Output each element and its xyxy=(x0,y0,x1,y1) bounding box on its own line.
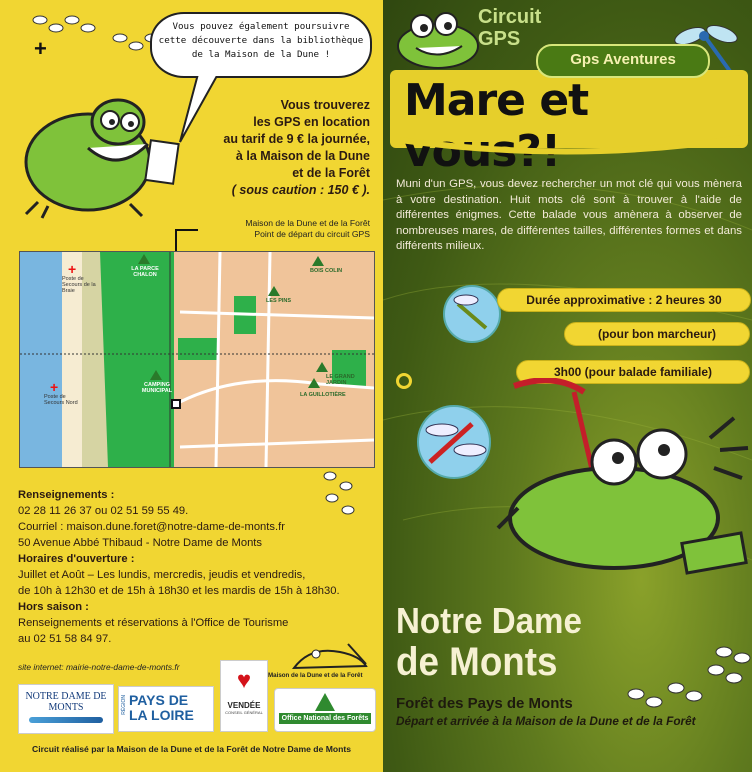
start-end-info: Départ et arrivée à la Maison de la Dune et de la Forêt xyxy=(396,714,696,728)
logo-pays-de-la-loire xyxy=(118,686,214,732)
gps-aventures-badge: Gps Aventures xyxy=(536,44,710,78)
svg-text:+: + xyxy=(68,261,77,277)
gps-word: GPS xyxy=(478,28,521,50)
logo-ndm xyxy=(18,684,114,734)
header-frog-icon xyxy=(394,6,484,70)
map-caption-2: Point de départ du circuit GPS xyxy=(254,229,370,239)
circuit-gps-title xyxy=(478,6,541,50)
map-label-bois: BOIS COLIN xyxy=(310,268,343,274)
logo-pays-text: PAYS DE LA LOIRE xyxy=(129,692,194,723)
ring-marker-icon xyxy=(396,373,412,389)
gps-line-2: les GPS en location xyxy=(253,115,370,129)
hors-saison-heading: Hors saison : xyxy=(18,601,89,613)
horaires-heading: Horaires d'ouverture : xyxy=(18,553,135,565)
logo-vendee-text: VENDÉE xyxy=(227,701,261,710)
contact-info xyxy=(18,487,378,647)
dragonfly-bubble-icon-2 xyxy=(410,404,498,480)
gps-line-3: au tarif de 9 € la journée, xyxy=(223,132,370,146)
map-label-guillotiere: LA GUILLOTIÈRE xyxy=(300,392,346,398)
bubble-line-3: de la Maison de la Dune ! xyxy=(191,49,331,60)
map-label-parce: LA PARCE CHALON xyxy=(131,266,159,278)
map-label-pins: LES PINS xyxy=(266,298,292,304)
gps-line-5: et de la Forêt xyxy=(292,166,370,180)
logo-onf xyxy=(274,688,376,732)
footprints-bottom xyxy=(624,640,752,712)
onf-tree-icon xyxy=(315,693,335,711)
forest-name: Forêt des Pays de Monts xyxy=(396,695,573,712)
map-caption-1: Maison de la Dune et de la Forêt xyxy=(245,218,370,228)
good-walker-pill: (pour bon marcheur) xyxy=(564,322,750,346)
logo-vendee-sub: CONSEIL GÉNÉRAL xyxy=(225,710,263,715)
town-name-line-1: Notre Dame xyxy=(396,600,582,641)
map-label-nord: Poste de Secours Nord xyxy=(44,394,78,406)
gps-rental-info xyxy=(180,97,370,199)
mdd-frog-logo xyxy=(290,640,370,672)
map-label-braie: Poste de Secours de la Braie xyxy=(62,276,96,294)
map-caption xyxy=(190,218,370,240)
main-title: Mare et vous?! xyxy=(404,75,589,177)
gps-line-1: Vous trouverez xyxy=(280,98,370,112)
gps-line-6: ( sous caution : 150 € ). xyxy=(231,183,370,197)
map-label-camping: CAMPING MUNICIPAL xyxy=(141,382,173,394)
hors-saison-line-1: Renseignements et réservations à l'Office de Tourisme xyxy=(18,617,289,629)
svg-text:+: + xyxy=(50,379,59,395)
map-label-jardin: LE GRAND JARDIN xyxy=(326,374,355,386)
bubble-line-2: cette découverte dans la bibliothèque xyxy=(158,35,364,46)
logo-onf-text: Office National des Forêts xyxy=(279,713,371,724)
circuit-word: Circuit xyxy=(478,6,542,28)
family-walk-pill: 3h00 (pour balade familiale) xyxy=(516,360,750,384)
logo-ndm-wave xyxy=(29,717,103,723)
logo-ndm-text: NOTRE DAME DE MONTS xyxy=(25,691,107,713)
phone-numbers: 02 28 11 26 37 ou 02 51 59 55 49. xyxy=(18,505,189,517)
bubble-line-1: Vous pouvez également poursuivre xyxy=(172,21,350,32)
duration-pill: Durée approximative : 2 heures 30 xyxy=(497,288,751,312)
town-name-line-2: de Monts xyxy=(396,640,558,684)
mdd-logo-text: Maison de la Dune et de la Forêt xyxy=(268,672,363,679)
gps-line-4: à la Maison de la Dune xyxy=(235,149,370,163)
horaires-line-1: Juillet et Août – Les lundis, mercredis, jeudis et vendredis, xyxy=(18,569,306,581)
hors-saison-line-2: au 02 51 58 84 97. xyxy=(18,633,112,645)
vendee-heart-icon: ♥ xyxy=(236,667,252,694)
dragonfly-bubble-icon xyxy=(442,284,502,344)
email-address[interactable]: Courriel : maison.dune.foret@notre-dame-de-monts.fr xyxy=(18,521,285,533)
big-frog-illustration xyxy=(494,378,752,578)
speech-bubble xyxy=(150,12,372,78)
location-map xyxy=(19,251,375,468)
credit-line: Circuit réalisé par la Maison de la Dune et de la Forêt de Notre Dame de Monts xyxy=(31,744,351,754)
postal-address: 50 Avenue Abbé Thibaud - Notre Dame de Monts xyxy=(18,537,263,549)
logo-region-text: RÉGION xyxy=(121,695,127,715)
renseignements-heading: Renseignements : xyxy=(18,489,115,501)
website-link[interactable]: site internet: mairie-notre-dame-de-monts.fr xyxy=(18,662,180,672)
intro-paragraph: Muni d'un GPS, vous devez rechercher un mot clé qui vous mènera à votre destination. Huit mots clé sont à trouver à l'aide de différentes énigmes. Cette balade vous amènera à observer de nombreuses mares, de différentes tailles, différentes formes et dans différents milieux. xyxy=(396,178,742,252)
cross-mark: + xyxy=(34,36,47,61)
banner-swirl xyxy=(395,130,745,160)
logo-vendee xyxy=(220,660,268,732)
footprints-top xyxy=(30,8,170,58)
frog-illustration xyxy=(18,82,188,222)
horaires-line-2: de 10h à 12h30 et de 15h à 18h30 et les mardis de 15h à 18h30. xyxy=(18,585,340,597)
